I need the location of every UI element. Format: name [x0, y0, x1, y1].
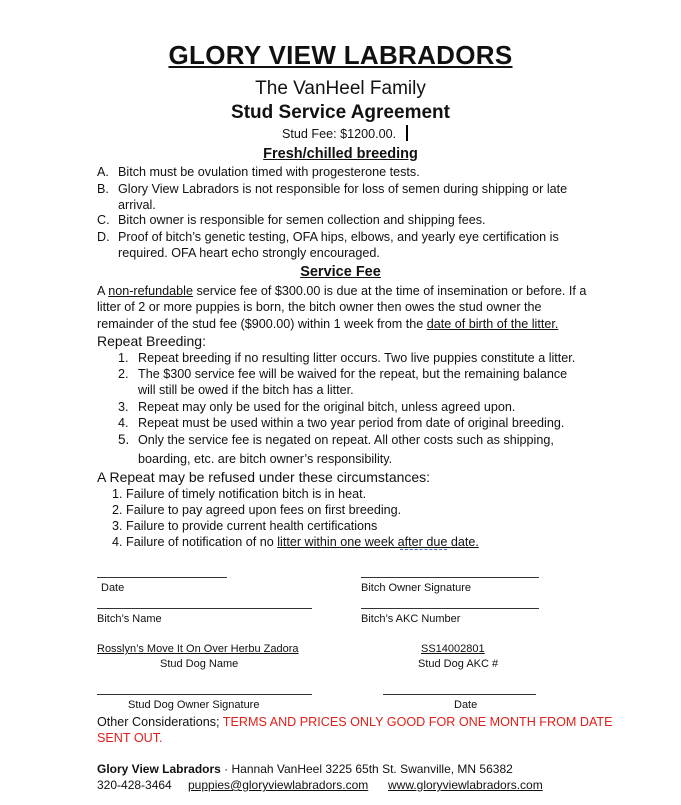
refused-item-1: 1. Failure of timely notification bitch is in heat.: [112, 487, 367, 501]
fresh-item-d-line1: Proof of bitch’s genetic testing, OFA hips, elbows, and yearly eye certification is: [118, 230, 559, 244]
fresh-marker-d: D.: [97, 230, 110, 244]
repeat-item-2-line2: will still be owed if the bitch has a litter.: [138, 383, 354, 397]
bitch-name-line[interactable]: [97, 608, 312, 609]
stud-owner-signature-line[interactable]: [97, 694, 312, 695]
stud-dog-name-label: Stud Dog Name: [160, 658, 239, 670]
stud-dog-akc-value: SS14002801: [421, 643, 485, 655]
fresh-marker-b: B.: [97, 182, 109, 196]
repeat-num-4: 4.: [118, 416, 129, 430]
refused-heading: A Repeat may be refused under these circumstances:: [97, 469, 431, 485]
bitch-name-label: Bitch’s Name: [97, 613, 162, 625]
fresh-item-d-line2: required. OFA heart echo strongly encouraged.: [118, 246, 380, 260]
agreement-title: Stud Service Agreement: [231, 102, 450, 123]
stud-owner-date-line[interactable]: [383, 694, 536, 695]
refused-item-2: 2. Failure to pay agreed upon fees on first breeding.: [112, 503, 402, 517]
footer-business-name: Glory View Labradors: [97, 762, 221, 776]
page-title: GLORY VIEW LABRADORS: [168, 40, 513, 70]
fresh-item-b-line2: arrival.: [118, 198, 156, 212]
service-fee-text: service fee of $300.00 is due at the time of insemination or before. If a: [192, 284, 587, 298]
terms-warning: TERMS AND PRICES ONLY GOOD FOR ONE MONTH FROM DATE: [222, 715, 613, 729]
repeat-heading: Repeat Breeding:: [97, 333, 206, 349]
date-label: Date: [101, 582, 125, 594]
date-of-birth-text: date of birth of the litter.: [426, 317, 559, 331]
stud-owner-date-label: Date: [454, 699, 478, 711]
text-cursor: [406, 125, 408, 141]
fresh-item-a: Bitch must be ovulation timed with progesterone tests.: [118, 165, 420, 179]
repeat-item-5-line2: boarding, etc. are bitch owner’s responsibility.: [138, 452, 393, 466]
fresh-heading: Fresh/chilled breeding: [263, 146, 418, 162]
other-considerations-label: Other Considerations;: [97, 715, 223, 729]
repeat-item-1: Repeat breeding if no resulting litter occurs. Two live puppies constitute a litter.: [138, 351, 576, 365]
footer-phone: 320-428-3464: [97, 778, 172, 792]
footer-website-link[interactable]: www.gloryviewlabradors.com: [388, 778, 543, 792]
refused-item-4: [112, 535, 479, 549]
service-fee-heading: Service Fee: [300, 264, 381, 280]
bitch-akc-label: Bitch’s AKC Number: [361, 613, 461, 625]
service-fee-text: A: [97, 284, 109, 298]
stud-dog-name-value: Rosslyn’s Move It On Over Herbu Zadora: [97, 643, 299, 655]
footer-separator: ·: [220, 762, 232, 776]
footer-address-line: [97, 762, 513, 776]
other-considerations: [97, 715, 613, 729]
litter-deadline-text: litter within one week after due date.: [277, 535, 479, 549]
fresh-item-c: Bitch owner is responsible for semen collection and shipping fees.: [118, 213, 486, 227]
service-fee-line3: [97, 317, 558, 331]
stud-fee: Stud Fee: $1200.00.: [282, 127, 397, 141]
repeat-num-5: 5.: [118, 432, 130, 447]
repeat-num-1: 1.: [118, 351, 129, 365]
fresh-item-b-line1: Glory View Labradors is not responsible for loss of semen during shipping or late: [118, 182, 568, 196]
service-fee-text: remainder of the stud fee ($900.00) within 1 week from the: [97, 317, 427, 331]
non-refundable-text: non-refundable: [108, 284, 193, 298]
service-fee-line2: litter of 2 or more puppies is born, the bitch owner then owes the stud owner the: [97, 300, 542, 314]
bitch-akc-line[interactable]: [361, 608, 539, 609]
repeat-num-2: 2.: [118, 367, 129, 381]
date-line[interactable]: [97, 577, 227, 578]
repeat-item-3: Repeat may only be used for the original bitch, unless agreed upon.: [138, 400, 516, 414]
spellcheck-underline: [400, 549, 447, 550]
bitch-owner-signature-label: Bitch Owner Signature: [361, 582, 472, 594]
bitch-owner-signature-line[interactable]: [361, 577, 539, 578]
terms-warning-line2: SENT OUT.: [97, 731, 163, 745]
footer-email-link[interactable]: puppies@gloryviewlabradors.com: [188, 778, 369, 792]
service-fee-line1: [97, 284, 586, 298]
footer-address: Hannah VanHeel 3225 65th St. Swanville, MN 56382: [231, 762, 513, 776]
stud-dog-akc-label: Stud Dog AKC #: [418, 658, 499, 670]
family-subtitle: The VanHeel Family: [255, 78, 426, 99]
repeat-num-3: 3.: [118, 400, 129, 414]
stud-owner-signature-label: Stud Dog Owner Signature: [128, 699, 260, 711]
repeat-item-2-line1: The $300 service fee will be waived for the repeat, but the remaining balance: [138, 367, 568, 381]
refused-item-3: 3. Failure to provide current health certifications: [112, 519, 378, 533]
repeat-item-5-line1: Only the service fee is negated on repeat. All other costs such as shipping,: [138, 433, 554, 447]
refused-text: 4. Failure of notification of no: [112, 535, 278, 549]
fresh-marker-a: A.: [97, 165, 109, 179]
fresh-marker-c: C.: [97, 213, 110, 227]
repeat-item-4: Repeat must be used within a two year period from date of original breeding.: [138, 416, 565, 430]
